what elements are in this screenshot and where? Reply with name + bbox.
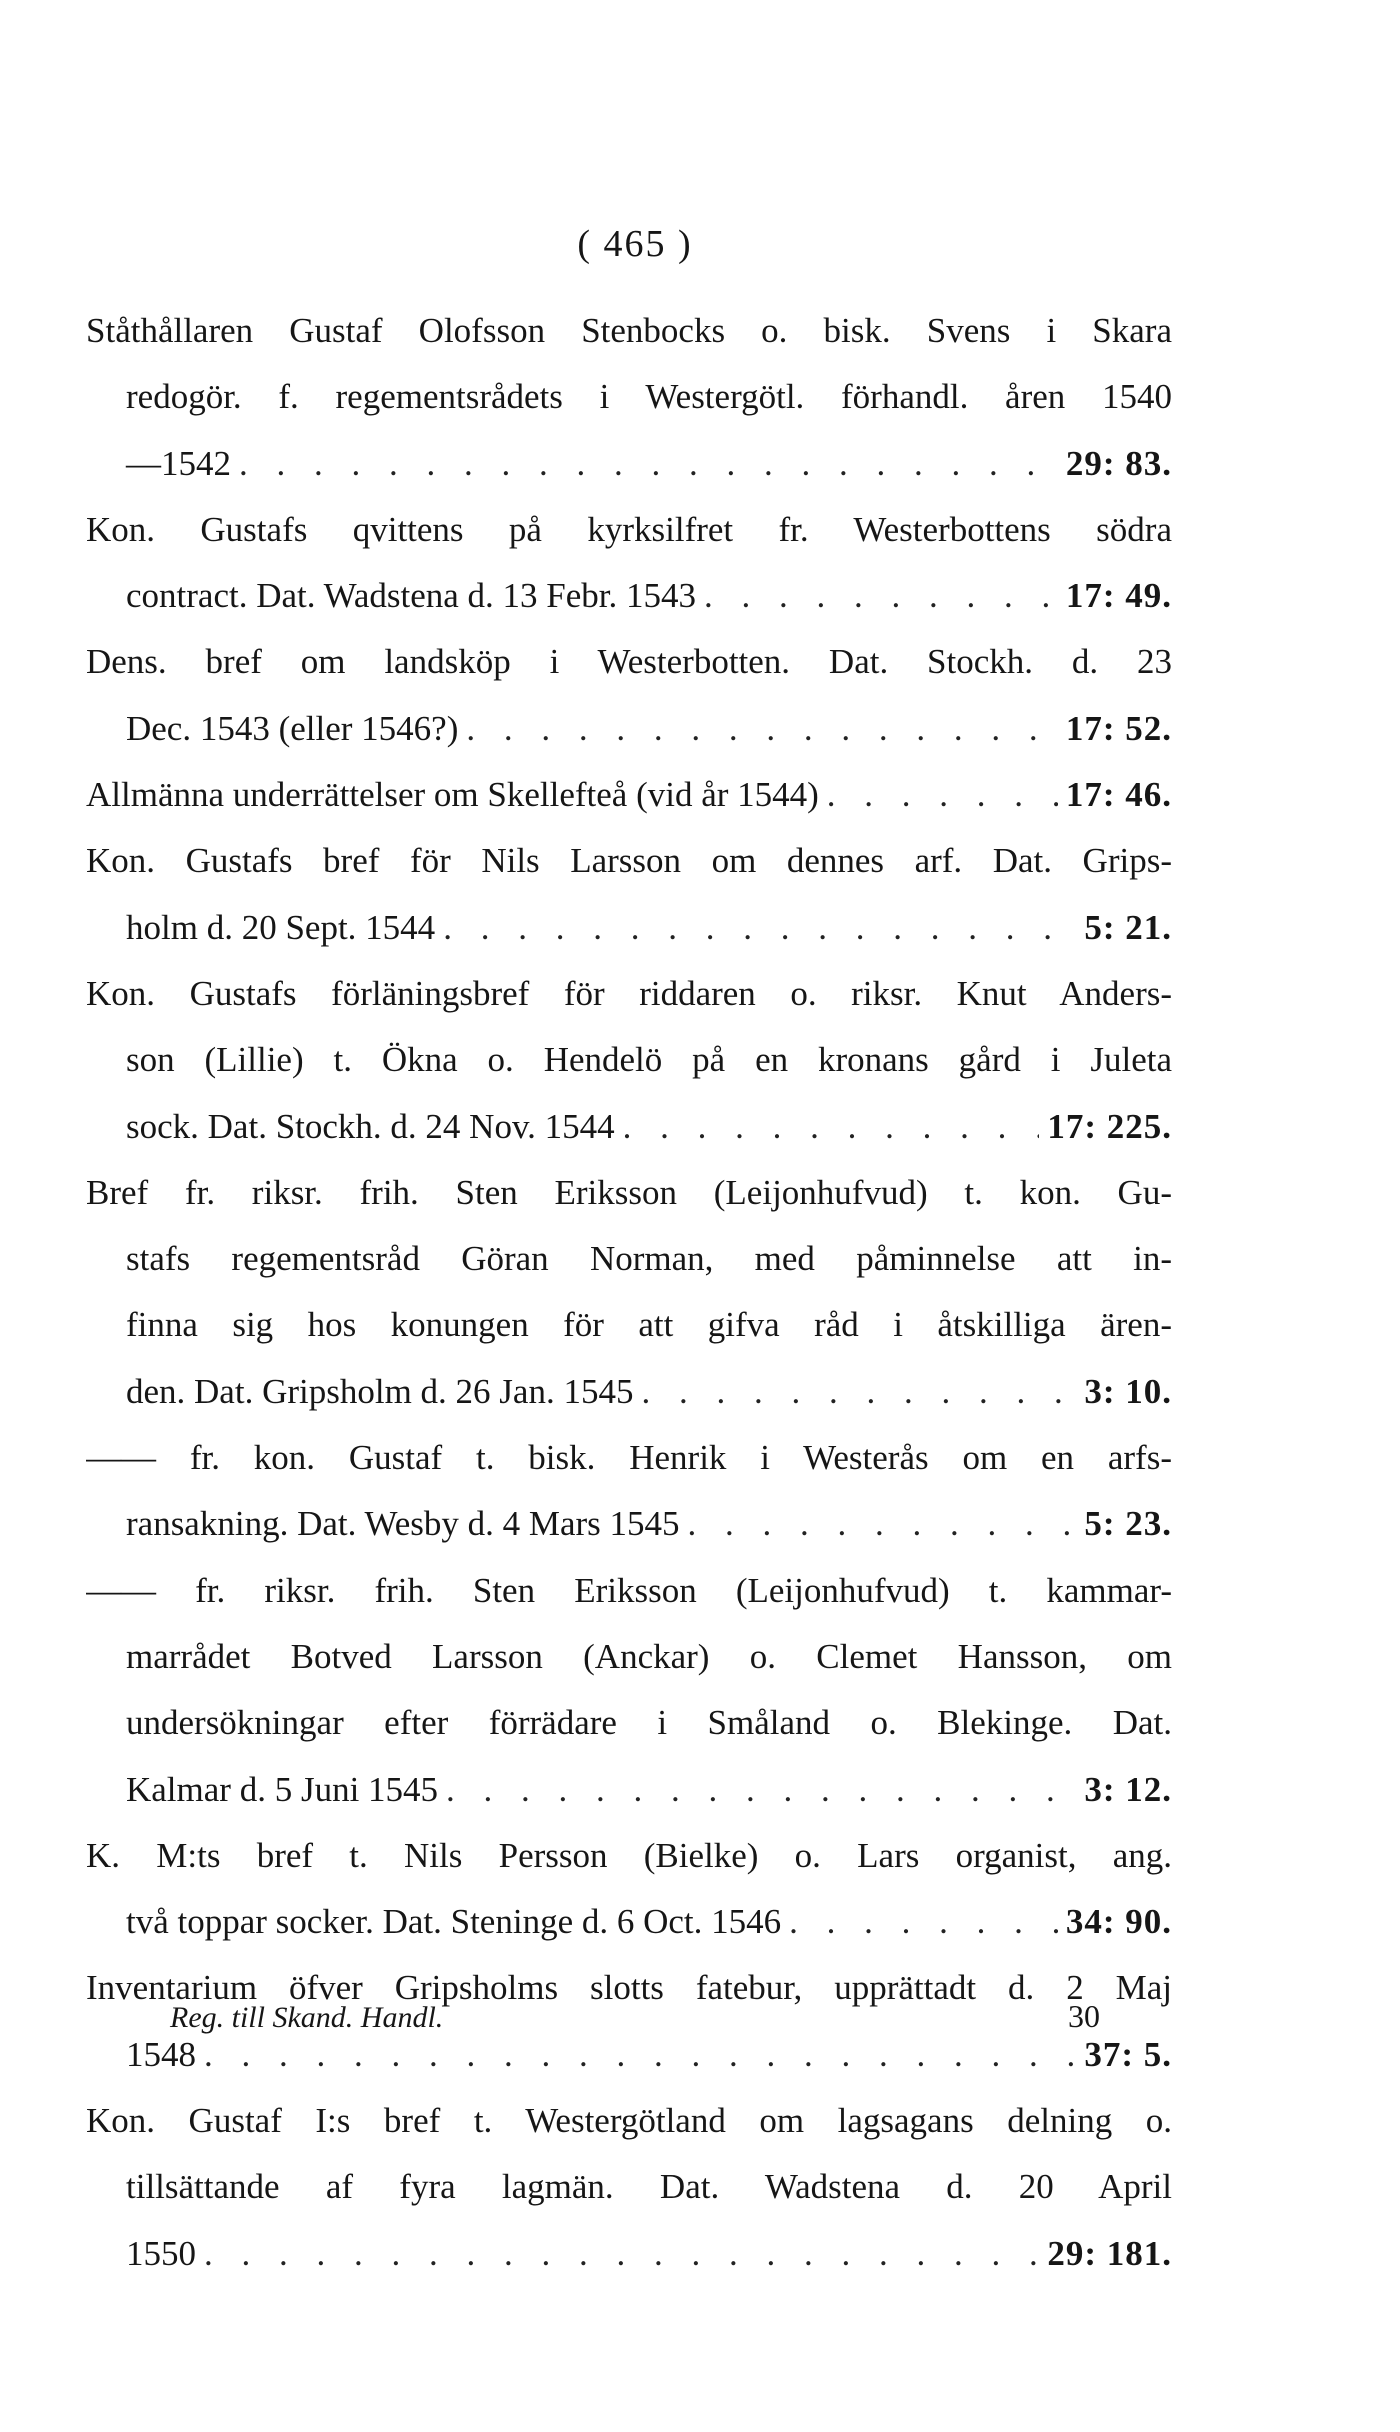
entry-reference: 17: 46.	[1065, 775, 1172, 815]
dot-leader	[704, 563, 1058, 629]
entry-line	[86, 1027, 1172, 1093]
entry-last-line	[86, 1889, 1172, 1955]
entry-text: Kon. Gustafs bref för Nils Larsson om dennes arf. Dat. Grips-	[86, 841, 1172, 881]
entry-line	[86, 1425, 1172, 1491]
entry-line	[86, 1226, 1172, 1292]
entry-reference: 34: 90.	[1065, 1902, 1172, 1942]
dot-leader	[623, 1094, 1040, 1160]
entry-line	[86, 1558, 1172, 1624]
dot-leader	[789, 1889, 1058, 1955]
register-entry	[86, 629, 1172, 762]
entry-text: Kalmar d. 5 Juni 1545	[126, 1769, 439, 1809]
entry-reference: 29: 181.	[1047, 2233, 1172, 2273]
entry-reference: 17: 49.	[1065, 576, 1172, 616]
entry-text: son (Lillie) t. Ökna o. Hendelö på en kronans gård i Juleta	[126, 1040, 1172, 1080]
entry-line	[86, 629, 1172, 695]
page-number: ( 465 )	[577, 223, 693, 265]
footer-signature: Reg. till Skand. Handl.	[170, 2001, 444, 2034]
register-entry	[86, 1823, 1172, 1956]
entry-last-line	[86, 431, 1172, 497]
entry-last-line	[86, 762, 1172, 828]
entry-text: Inventarium öfver Gripsholms slotts fatebur, upprättadt d. 2 Maj	[86, 1968, 1172, 2008]
dot-leader	[641, 1359, 1076, 1425]
register-entry	[86, 497, 1172, 630]
entry-text: Kon. Gustafs förläningsbref för riddaren o. riksr. Knut Anders-	[86, 973, 1172, 1013]
dot-leader	[239, 431, 1058, 497]
entry-text: stafs regementsråd Göran Norman, med påminnelse att in-	[126, 1239, 1172, 1279]
dot-leader	[443, 895, 1076, 961]
entry-text: ransakning. Dat. Wesby d. 4 Mars 1545	[126, 1504, 680, 1544]
entry-reference: 17: 52.	[1065, 708, 1172, 748]
entry-text: —— fr. kon. Gustaf t. bisk. Henrik i Westerås om en arfs-	[86, 1438, 1172, 1478]
entry-line	[86, 1624, 1172, 1690]
entry-text: den. Dat. Gripsholm d. 26 Jan. 1545	[126, 1371, 634, 1411]
entry-text: 1548	[126, 2034, 196, 2074]
entry-text: marrådet Botved Larsson (Anckar) o. Clemet Hansson, om	[126, 1636, 1172, 1676]
entry-line	[86, 2088, 1172, 2154]
page-footer	[170, 1998, 1100, 2035]
entry-text: redogör. f. regementsrådets i Westergötl. förhandl. åren 1540	[126, 377, 1172, 417]
entry-line	[86, 298, 1172, 364]
register-entry	[86, 1425, 1172, 1558]
entry-text: K. M:ts bref t. Nils Persson (Bielke) o. Lars organist, ang.	[86, 1835, 1172, 1875]
entry-last-line	[86, 1757, 1172, 1823]
entry-reference: 5: 23.	[1084, 1504, 1172, 1544]
entry-text: finna sig hos konungen för att gifva råd i åtskilliga ären-	[126, 1305, 1172, 1345]
entry-text: Dec. 1543 (eller 1546?)	[126, 708, 459, 748]
register-entry	[86, 961, 1172, 1160]
entry-text: Allmänna underrättelser om Skellefteå (vid år 1544)	[86, 775, 819, 815]
entry-reference: 37: 5.	[1084, 2034, 1172, 2074]
entry-text: sock. Dat. Stockh. d. 24 Nov. 1544	[126, 1106, 615, 1146]
entry-last-line	[86, 1359, 1172, 1425]
entry-text: Kon. Gustafs qvittens på kyrksilfret fr. Westerbottens södra	[86, 509, 1172, 549]
entry-line	[86, 364, 1172, 430]
register-entry	[86, 298, 1172, 497]
register-entry	[86, 1160, 1172, 1425]
entry-text: Kon. Gustaf I:s bref t. Westergötland om lagsagans delning o.	[86, 2101, 1172, 2141]
entry-last-line	[86, 1491, 1172, 1557]
entry-text: Dens. bref om landsköp i Westerbotten. Dat. Stockh. d. 23	[86, 642, 1172, 682]
entry-text: —1542	[126, 443, 231, 483]
footer-sheet-number: 30	[1068, 1998, 1100, 2034]
entry-last-line	[86, 696, 1172, 762]
entry-reference: 17: 225.	[1047, 1106, 1172, 1146]
register-entries	[86, 298, 1172, 2287]
entry-text: contract. Dat. Wadstena d. 13 Febr. 1543	[126, 576, 697, 616]
entry-line	[86, 2154, 1172, 2220]
register-entry	[86, 762, 1172, 828]
entry-line	[86, 828, 1172, 894]
entry-text: tillsättande af fyra lagmän. Dat. Wadstena d. 20 April	[126, 2167, 1172, 2207]
entry-line	[86, 497, 1172, 563]
entry-text: —— fr. riksr. frih. Sten Eriksson (Leijonhufvud) t. kammar-	[86, 1570, 1172, 1610]
entry-text: holm d. 20 Sept. 1544	[126, 907, 436, 947]
entry-last-line	[86, 1094, 1172, 1160]
entry-text: 1550	[126, 2233, 196, 2273]
dot-leader	[466, 696, 1057, 762]
entry-line	[86, 1690, 1172, 1756]
entry-last-line	[86, 2221, 1172, 2287]
entry-text: Ståthållaren Gustaf Olofsson Stenbocks o. bisk. Svens i Skara	[86, 311, 1172, 350]
entry-line	[86, 1292, 1172, 1358]
entry-line	[86, 961, 1172, 1027]
entry-reference: 3: 12.	[1084, 1769, 1172, 1809]
entry-line	[86, 1823, 1172, 1889]
entry-last-line	[86, 563, 1172, 629]
register-entry	[86, 1558, 1172, 1823]
dot-leader	[688, 1491, 1077, 1557]
entry-reference: 29: 83.	[1065, 443, 1172, 483]
dot-leader	[827, 762, 1058, 828]
register-entry	[86, 828, 1172, 961]
entry-reference: 3: 10.	[1084, 1371, 1172, 1411]
register-entry	[86, 2088, 1172, 2287]
entry-text: Bref fr. riksr. frih. Sten Eriksson (Leijonhufvud) t. kon. Gu-	[86, 1172, 1172, 1212]
entry-line	[86, 1160, 1172, 1226]
entry-last-line	[86, 895, 1172, 961]
dot-leader	[204, 2221, 1039, 2287]
entry-text: två toppar socker. Dat. Steninge d. 6 Oct. 1546	[126, 1902, 782, 1942]
dot-leader	[446, 1757, 1076, 1823]
entry-text: undersökningar efter förrädare i Småland o. Blekinge. Dat.	[126, 1703, 1172, 1743]
entry-reference: 5: 21.	[1084, 907, 1172, 947]
